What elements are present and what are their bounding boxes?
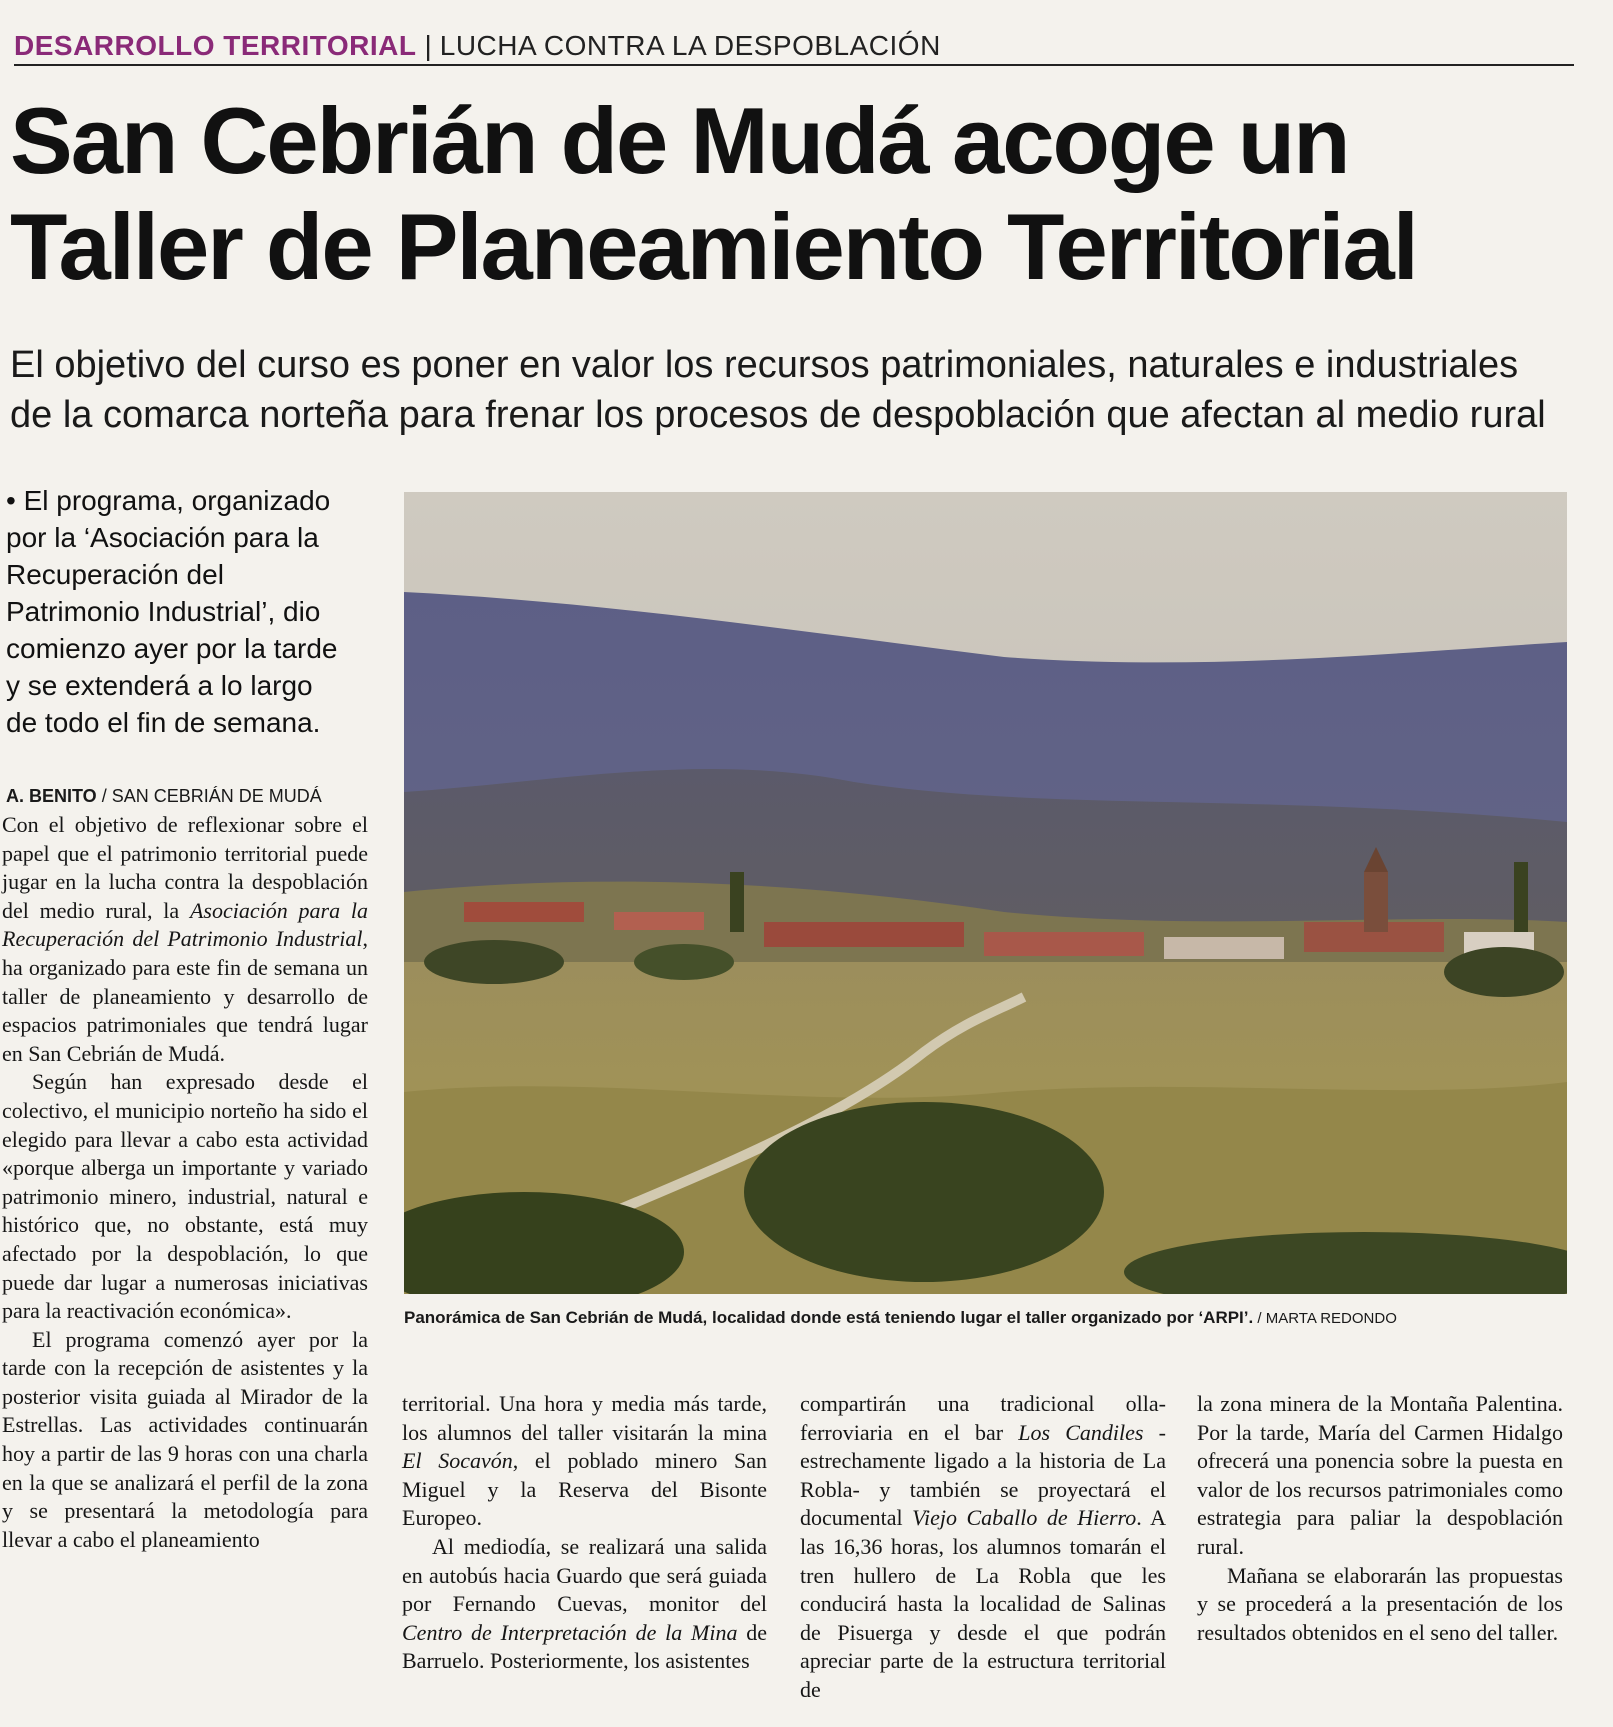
body-text: Con el objetivo de reflexionar sobre el papel que el patrimonio territorial puede jugar en la lucha contra la despoblación del medio rural, la [2,812,368,923]
place-name: Centro de Interpretación de la Mina [402,1619,738,1645]
body-text: territorial. Una hora y media más tarde, los alumnos del taller visitarán la mina [402,1391,767,1445]
lead-summary [6,482,351,741]
body-paragraph [2,811,368,1068]
byline-author: A. BENITO [6,786,97,806]
headline-line-1: San Cebrián de Mudá acoge un [10,88,1349,193]
organization-name: Asociación para la Recuperación del Patrimonio Industrial [2,897,368,952]
body-text: , el poblado minero San Miguel y la Reserva del Bisonte Europeo. [402,1448,767,1531]
body-column-3 [800,1390,1166,1705]
subheadline-line-2: de la comarca norteña para frenar los procesos de despoblación que afectan al medio rural [10,394,1546,436]
body-column-1 [2,811,368,1554]
headline [10,88,1590,300]
body-paragraph: la zona minera de la Montaña Palentina. Por la tarde, María del Carmen Hidalgo ofrecerá una ponencia sobre la puesta en valor de los recursos patrimoniales como estrategia para paliar la despoblación rural. [1197,1391,1563,1559]
body-paragraph [800,1390,1166,1705]
body-paragraph: Mañana se elaborarán las propuestas y se procederá a la presentación de los resultados obtenidos en el seno del taller. [1197,1562,1563,1645]
byline-separator: / [96,786,112,806]
place-name: El Socavón [402,1448,513,1474]
body-text: Al mediodía, se realizará una salida en autobús hacia Guardo que será guiada por Fernando Cuevas, monitor del [402,1533,767,1617]
body-text: compartirán una tradicional olla-ferroviaria en el bar [800,1391,1166,1445]
body-text: -estrechamente ligado a la historia de La Robla- y también se proyectará el documental [800,1419,1166,1531]
byline-place: SAN CEBRIÁN DE MUDÁ [111,786,322,806]
caption-text: Panorámica de San Cebrián de Mudá, localidad donde está teniendo lugar el taller organizado por ‘ARPI’. [404,1308,1254,1327]
body-paragraph: El programa comenzó ayer por la tarde con la recepción de asistentes y la posterior visita guiada al Mirador de la Estrellas. Las actividades continuarán hoy a partir de las 9 horas con una charla en la que se analizará el perfil de la zona y se presentará la metodología para llevar a cabo el planeamiento [2,1326,368,1552]
body-paragraph [402,1390,767,1533]
body-text: de Barruelo. Posteriormente, los asistentes [402,1619,767,1674]
lead-text: El programa, organizado por la ‘Asociación para la Recuperación del Patrimonio Industrial’, dio comienzo ayer por la tarde y se extenderá a lo largo de todo el fin de semana. [6,485,338,738]
body-paragraph: Según han expresado desde el colectivo, el municipio norteño ha sido el elegido para llevar a cabo esta actividad «porque alberga un importante y variado patrimonio minero, industrial, natural e histórico que, no obstante, está muy afectado por la despoblación, lo que puede dar lugar a numerosas iniciativas para la reactivación económica». [2,1069,368,1324]
section-topic: LUCHA CONTRA LA DESPOBLACIÓN [439,30,941,61]
section-header [14,28,1574,66]
village-panorama-image [404,492,1567,1294]
film-title: Viejo Caballo de Hierro [912,1505,1137,1531]
section-separator: | [424,30,432,61]
landscape-photo [404,492,1567,1294]
body-paragraph [402,1533,767,1676]
body-column-4 [1197,1390,1563,1647]
bullet-icon: • [6,485,16,516]
headline-line-2: Taller de Planeamiento Territorial [10,194,1417,299]
photo-credit: / MARTA REDONDO [1253,1310,1397,1327]
place-name: Los Candiles [1018,1419,1144,1445]
byline [6,784,366,808]
subheadline-line-1: El objetivo del curso es poner en valor los recursos patrimoniales, naturales e industriales [10,344,1519,386]
body-column-2 [402,1390,767,1676]
subheadline [10,340,1590,440]
section-name: DESARROLLO TERRITORIAL [14,30,417,61]
body-text: , ha organizado para este fin de semana un taller de planeamiento y desarrollo de espacios patrimoniales que tendrá lugar en San Cebrián de Mudá. [2,926,368,1066]
photo-caption [404,1306,1584,1331]
body-text: . A las 16,36 horas, los alumnos tomarán el tren hullero de La Robla que les conducirá hasta la localidad de Salinas de Pisuerga y desde el que podrán apreciar parte de la estructura territorial de [800,1505,1166,1702]
